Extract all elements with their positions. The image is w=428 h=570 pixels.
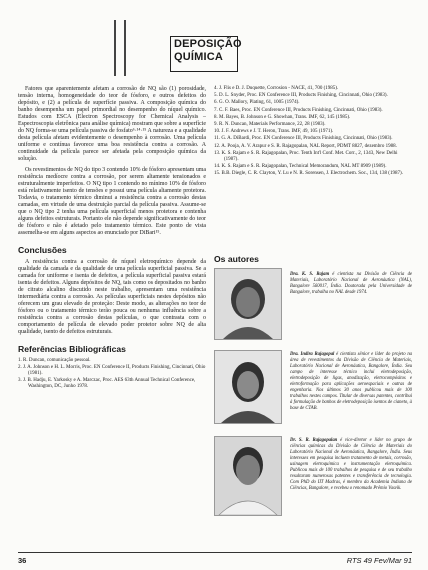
body-paragraph-1: Fatores que aparentemente afetam a corrosão de NQ são (1) porosidade, tensão interna, homogeneidade do teor de fósforo, e outros defeitos do depósito, e (2) a película de superfície passiva. A composição química do banho desempenha um papel primordial no desempenho do níquel químico. Estudos com ESCA (Electron Spectroscopy for Chemical Analysis – Espectroscopia eletrônica para análise química) mostram que sobre a superfície do NQ forma-se uma película passiva de fosfato⁶·¹⁴·¹⁵ A natureza e a qualidade desta película afetam evidentemente o desempenho à corrosão. Uma película uniforme e contínua favorece uma boa resistência contra a corrosão. A continuidade da película parece ser afetada pela composição química da solução.	[18, 86, 206, 163]
reference-item: 8. M. Bayes, B. Johnson e G. Showhan, Trans. IMF, 62, 145 (1985).	[214, 114, 351, 120]
reference-item: 4. J. Flis e D. J. Duquette, Corrosion - NACE, 41, 700 (1985).	[214, 86, 339, 91]
body-paragraph-2: Os revestimentos de NQ do tipo 3 contendo 10% de fósforo apresentam uma resistência medíocre contra a corrosão, por serem altamente tensionados e estruturalmente imperfeitos. O NQ tipo 1 contendo no mínimo 10% de fósforo está relativamente isento de tensões e possui uma película altamente protetora. Todavia, o tratamento térmico diminui a resistência contra a corrosão destas camadas, em virtude de uma destruição parcial da película passiva. Assume-se que o NQ tipo 2 tenha uma película superficial menos protetora e contenha alguns defeitos estruturais. Portanto ele não depende significativamente do teor de fósforo e não é afetado pelo tratamento térmico. Este ponto de vista assemelha-se em alguns aspectos ao enunciado por DiBari¹⁵.	[18, 166, 206, 236]
author-name: Dra. Indira Rajagopal	[290, 352, 335, 357]
portrait-icon	[215, 269, 281, 339]
reference-item: 5. D. L. Snyder, Proc. EN Conference III, Products Finishing, Cincinnati, Ohio (1983).	[214, 93, 388, 99]
reference-item: 14. K. S. Rajam e S. R. Rajagopalan, Technical Memorandum, NAL MT 8909 (1989).	[214, 164, 387, 170]
reference-item: 12. A. Pooja, A. V. Arapur e S. R. Rajagopalan, NAL Report, PDMT 8827, dezembro 1988.	[214, 143, 397, 149]
reference-item: 1. R. Duncan, comunicação pessoal.	[18, 357, 91, 363]
reference-item: 3. J. B. Hadju, E. Yarkosky e A. Marczac, Proc. AES 63th Annual Technical Conference, Washington, DC, Junho 1978.	[18, 378, 196, 390]
author-bio-indira	[290, 352, 412, 412]
portrait-icon	[215, 437, 281, 515]
references-list-right	[214, 86, 412, 178]
author-photo-rajam	[214, 268, 282, 340]
section-header-line1: DEPOSIÇÃO	[174, 38, 242, 50]
reference-item: 13. K. S. Rajam e S. R. Rajagopalan, Proc. Tenth Int'l Conf. Met. Corr., 2, 1343, New Delhi (1987).	[214, 150, 398, 163]
author-name: Dr. S. R. Rajagopalan	[290, 438, 338, 443]
references-list-left	[18, 358, 206, 391]
authors-heading: Os autores	[214, 254, 259, 264]
portrait-icon	[215, 351, 281, 423]
author-name: Dra. K. S. Rajam	[290, 272, 330, 277]
reference-item: 10. J. F. Andrews e J. T. Heron, Trans. IMF, 49, 105 (1971).	[214, 129, 334, 135]
header-rule-left	[114, 20, 116, 76]
author-bio-text: é cientista sênior e líder do projeto na área de revestimentos da Divisão de Ciência de Materiais, Laboratório Nacional de Aeronáutica, Bangalore, Índia. Seu campo de interesse técnico inclui eletrodeposição, eletrodeposição de ligas, anodização, eletrocompósitos e eletroformação para aplicações aeroespaciais e outras de engenharia. Nos últimos 30 anos publicou mais de 100 trabalhos nestes campos. Titular de diversas patentes, contribui à formulação de banhos de eletrodeposição isentos de cianeto, à base de CTAB.	[290, 352, 413, 411]
reference-item: 15. B.B. Diegle, C. R. Clayton, Y. Lu e N. R. Sorensen, J. Electrochem. Soc., 134, 138 (1987).	[214, 171, 403, 177]
author-photo-indira	[214, 350, 282, 424]
author-card-rajagopalan	[214, 436, 412, 548]
reference-item: 11. G. A. DiBardi, Proc. EN Conference III, Products Finishing, Cincinnati, Ohio (1983).	[214, 136, 393, 142]
reference-item: 9. R. N. Duncan, Materials Performance, 22, 28 (1983).	[214, 122, 326, 128]
author-card-indira	[214, 350, 412, 426]
author-photo-rajagopalan	[214, 436, 282, 516]
issue-label: RTS 49 Fev/Mar 91	[346, 556, 412, 565]
author-bio-text: é vice-diretor e líder no grupo de ciências químicas da Divisão de Ciência de Materiais do Laboratório Nacional de Aeronáutica, Bangalore, Índia. Seus interesses em pesquisa incluem tratamento de metais, corrosão, usinagem eletroquímica e instrumentação eletroquímica. Publicou mais de 100 trabalhos de pesquisa e de seu trabalho resultaram numerosas patentes e transferência de tecnologia. Com PhD do IIT Madras, é membro da Academia Indiana de Ciências, Bangalore, e recebeu o renomado Prêmio Vasvik.	[290, 438, 412, 491]
section-header	[174, 38, 242, 64]
left-column	[18, 86, 206, 392]
section-header-line2: QUÍMICA	[174, 51, 224, 63]
footer-rule	[18, 552, 412, 553]
reference-item: 7. C. F. Baes, Proc. EN Conference III, Products Finishing, Cincinnati, Ohio (1983).	[214, 107, 383, 113]
reference-item: 2. J. A. Johnson e H. L. Morris, Proc. EN Conference II, Products Finishing, Cincinnati, Ohio (1981).	[18, 364, 206, 376]
reference-item: 6. G. O. Mallory, Plating, 61, 1005 (1974).	[214, 100, 300, 106]
author-bio-text: é cientista na Divisão de Ciência de Materiais, Laboratório Nacional de Aeronáutica (NAL), Bangalore 560017, Índia. Doutorada pela Universidade de Bangalore, trabalha no NAL desde 1974.	[290, 272, 412, 295]
author-bio-rajam	[290, 272, 412, 296]
references-heading: Referências Bibliográficas	[18, 343, 126, 354]
author-card-rajam	[214, 268, 412, 340]
page-number: 36	[18, 556, 27, 565]
author-bio-rajagopalan	[290, 438, 412, 492]
right-column	[214, 86, 412, 179]
conclusions-paragraph: A resistência contra a corrosão de níquel eletroquímico depende da qualidade da camada e da qualidade de uma película superficial passiva. Se a camada for uniforme e isenta de defeitos, a película superficial passiva estará isenta de defeitos. Alguns depósitos de NQ, tais como os depositados no banho de citrato alcalino discutido neste trabalho, apresentam uma resistência intermediária contra a corrosão. As películas superficiais nestes depósitos não oferecem um grau elevado de proteção: Deste modo, as alterações no teor de fósforo ou o tratamento térmico terão pouca ou nenhuma influência sobre a resistência contra a corrosão destas películas, o que contrasta com o comportamento de película de elevado poder protetor sobre NQ de alta qualidade, isento de defeitos estruturais.	[18, 258, 206, 336]
header-rule-right	[124, 20, 126, 76]
conclusions-heading: Conclusões	[18, 244, 67, 255]
